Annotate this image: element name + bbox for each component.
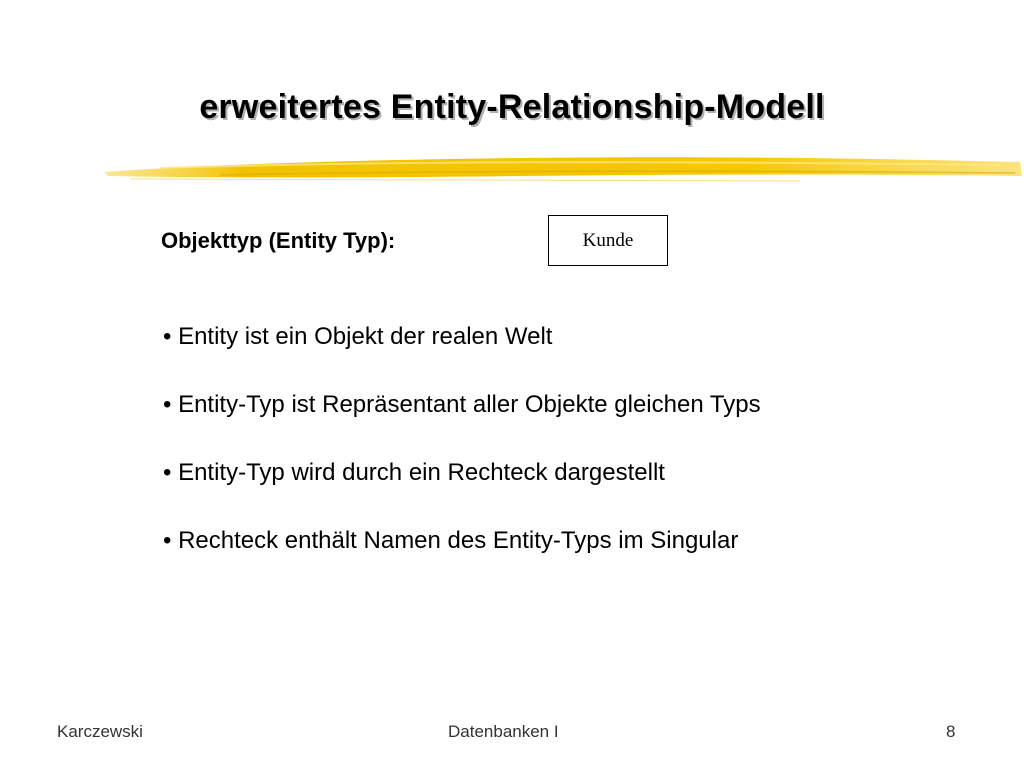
footer-page-number: 8 — [946, 722, 956, 741]
entity-type-heading: Objekttyp (Entity Typ): — [161, 228, 396, 253]
entity-rectangle-label: Kunde — [582, 229, 634, 251]
title-underline-brushstroke — [100, 148, 1024, 188]
bullet-item: • Rechteck enthält Namen des Entity-Typs im Singular — [163, 527, 739, 554]
bullet-list — [163, 322, 761, 594]
footer-author: Karczewski — [57, 722, 143, 741]
footer-course: Datenbanken I — [448, 722, 559, 741]
slide-title: erweitertes Entity-Relationship-Modell — [199, 88, 825, 126]
bullet-item: • Entity-Typ wird durch ein Rechteck dargestellt — [163, 459, 665, 486]
entity-rectangle — [548, 215, 668, 266]
bullet-item: • Entity ist ein Objekt der realen Welt — [163, 323, 553, 350]
bullet-item: • Entity-Typ ist Repräsentant aller Objekte gleichen Typs — [163, 391, 761, 418]
